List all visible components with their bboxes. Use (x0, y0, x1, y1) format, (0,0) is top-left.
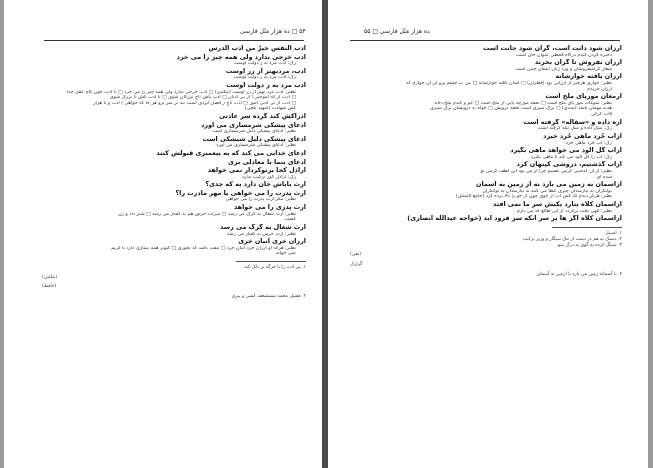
proverb-heading: ازآب گذشتیم، دروشی کپنهان کرد (516, 161, 622, 169)
proverb-note: نظیر: هرکه او ارزان خرد انبان خرد □ مفت باشد که بخوری □ کیوتر همه بیماری دارد با کریم (111, 245, 296, 251)
proverb-heading: ادعای بنما با معاذلی بری (228, 158, 306, 166)
left-page (4, 0, 322, 468)
proverb-heading: ادعای پیشکی شرمساری می آورد (201, 121, 306, 129)
proverb-heading: ارث پدرت را می خواهی یا مهر مادرت را؟ (175, 189, 306, 197)
footnote: ۱. بی ادب را با جرگه بر دلک کند (244, 265, 306, 271)
proverb-heading: ارمغان موریای ملخ است (545, 93, 622, 101)
footnote: ۳. سینگ کرده به گوی به درگ سو (557, 242, 622, 248)
proverb-heading: ارث باباش خان دارد به که جدی؟ (205, 181, 306, 189)
proverb-heading: ادب، مردبهتر از زر اوست (225, 67, 306, 75)
footnote: ۴. با آسمانه زمین می بارد یا ازمین به آسمان (536, 271, 622, 277)
left-page-body (42, 44, 306, 300)
proverb-note: نظیر: ارث خرس به کفتار می رسد (226, 231, 296, 237)
proverb-note: رک: سگ داده و سگ تیله گرفته است (537, 126, 612, 132)
proverb-note: شعار گرامیفروشان و ورد زبان ایشان چنین است (515, 66, 612, 72)
header-rule (350, 40, 620, 41)
proverb-note: نظیر: ادعای پیشکی شرمساری می آورد (216, 143, 296, 149)
proverb-note: کشت (284, 217, 296, 223)
proverb-note: شده ای (596, 174, 612, 180)
proverb-note: نظیر: هرگز دیدم که کس آب از جوی چون از جو را بالا برده گرد (جامع التمثیل) (455, 194, 612, 200)
proverb-note: نظیر: خواری هرچیز از ارزانی بود (قطران) □ آسان یافته خوارشانه □ من ب چشم پرو آن آن خوارم که (406, 80, 612, 86)
proverb-heading: ادب النفس خیرٌ من ادب الدرس (208, 45, 306, 52)
header-rule (44, 40, 304, 41)
proverb-note: هدیه مهمان باشد (مددی) □ برگ سبزی است تحفه درویش □ خواه به درویشان برگ سبزی (429, 106, 612, 112)
right-page-body (350, 44, 622, 278)
left-page-header: ۵۴ □ ده هزار مَثَل فارسی (240, 28, 306, 35)
proverb-note: رک: آب را گل آلود می کند تا ماهی بگیرد (530, 154, 612, 160)
footnote: ۲. فشیل محمد مستضعف کسی و بیری (231, 293, 306, 299)
proverb-note: رک: آب خُرد ماهی خُرد (565, 140, 612, 146)
proverb-heading: ادراکش کند گرده سر عادتی (219, 113, 306, 121)
footnote-separator (552, 227, 622, 228)
proverb-note: رک: اراذل کور ترکیب ندارد (241, 174, 296, 180)
right-page (328, 0, 648, 468)
proverb-note: توانگران به نیازمندان چیزی عطا می کنند نه نیازمندان به توانگران (482, 188, 612, 194)
footnote-source: (مکتبی) (42, 274, 58, 280)
footnote-separator (236, 261, 306, 262)
proverb-note: □ ادب از که آموختی؟ از بی ادبان □ ادب پاش تاج بزرگان شوی □ با ادب باش تا بزرگ شوی (109, 95, 296, 101)
proverb-heading: ازآسمان کلاه ببارد یکیش سر ما نمی افتد (493, 201, 622, 209)
proverb-heading: ازآسمان کلاه اگر ها بر سر آنکه سر فرود آید (خواجه عبدالله انصاری) (407, 215, 622, 223)
right-page-header: ده هزار مَثَل فارسی □ ۵۵ (364, 28, 430, 35)
proverb-note: رک: ادب مرد به ز دولت اوست (234, 61, 296, 67)
footnote-source: (نفی) (350, 252, 362, 258)
proverb-note: ارزان خریدم (587, 86, 612, 92)
proverb-note: رک: ادب مرد به ز دولت اوست (234, 75, 296, 81)
proverb-heading: ازه داده و «سفاله» گرفته است (523, 118, 622, 126)
footnote-source: (حافظ) (42, 284, 57, 290)
proverb-note: نظیر: از آن گذشتی گرمی نصیبم چرا از من بود این لطف گرمی تو (480, 168, 612, 174)
proverb-heading: ادعای خدایی می کند که به پیغمبری قبولش کنند (156, 150, 306, 158)
proverb-note: ذخیره کردن گندم درگاه قحطی عنوان جان است (516, 52, 612, 58)
proverb-heading: ازآب گل آلود می خواهد ماهی بگیرد (510, 147, 622, 155)
proverb-note: نظیر: مگر ارث پدرت را می خواهی (225, 197, 296, 203)
proverb-heading: ارث شغال به گرگ می رسد (220, 223, 306, 231)
proverb-heading: ازآب خُرد ماهی خُرد خیزد (543, 132, 622, 140)
proverb-note: نظیر: الهی بخت برگردد از این طالع که من دارم (516, 208, 612, 214)
proverb-heading: ارزان شود دانت است، گران شود جانت است (483, 45, 622, 52)
proverb-note: نظیر: ادب مرد بهتر از زر اوست (مکتبی) □ ادب خرجی ندارد ولی همه چیز را می خرد □ با ادب خون کام عقل خدا (66, 89, 296, 95)
footnote-source: گزارک (350, 262, 363, 268)
proverb-heading: ارث پدری را می خواهد (233, 204, 306, 212)
proverb-heading: ارزان نفروش تا گران بخرند (534, 59, 622, 67)
proverb-note: نظیر: سوغات مور پای ملخ است □ تحفه مورچه پایی از ملخ است □ جو و گندم ملخ داده (434, 100, 612, 106)
proverb-note: نظیر: ادعای پیشکی دلیل شرمساری است (212, 129, 296, 135)
proverb-note: قاب گرگی (590, 112, 612, 118)
proverb-heading: ادعای پیشکی دلیل شیشکی است (202, 135, 306, 143)
proverb-note: نمی خواند (275, 251, 296, 257)
proverb-note: نظیر: ارث شغال به گرگ می رسد □ میراث خرس هم به کفتار می رسد □ شتر داد و زن (118, 211, 296, 217)
proverb-heading: اراذل کجا برتوکردار نمی خواهد (207, 167, 306, 175)
proverb-heading: ازآسمان به زمین می بارد نه از زمین به آسمان (476, 181, 622, 189)
proverb-heading: ارزان یافته خوارشانه (555, 73, 622, 81)
proverb-heading: ادب مرد به ز دولت اوست (226, 81, 306, 89)
proverb-heading: ارزان خری انبان خری (238, 238, 306, 246)
proverb-heading: ادب خرجی ندارد ولی همه چیز را می خرد (176, 53, 306, 61)
proverb-note: کس شهادت (شهید بلخی) (244, 106, 296, 112)
footnote: ۱. اشبیل (605, 230, 622, 236)
footnote: ۲. دستک به هم در دست از ننک سیگار و وزیر ترکیب (522, 236, 622, 242)
proverb-note: □ ادب از بی ادبی آموز □ ادب تاج ز فضل ایزدی است بنه بر سر برو هر جا که خواهی / ادب و با هزار (93, 100, 296, 106)
